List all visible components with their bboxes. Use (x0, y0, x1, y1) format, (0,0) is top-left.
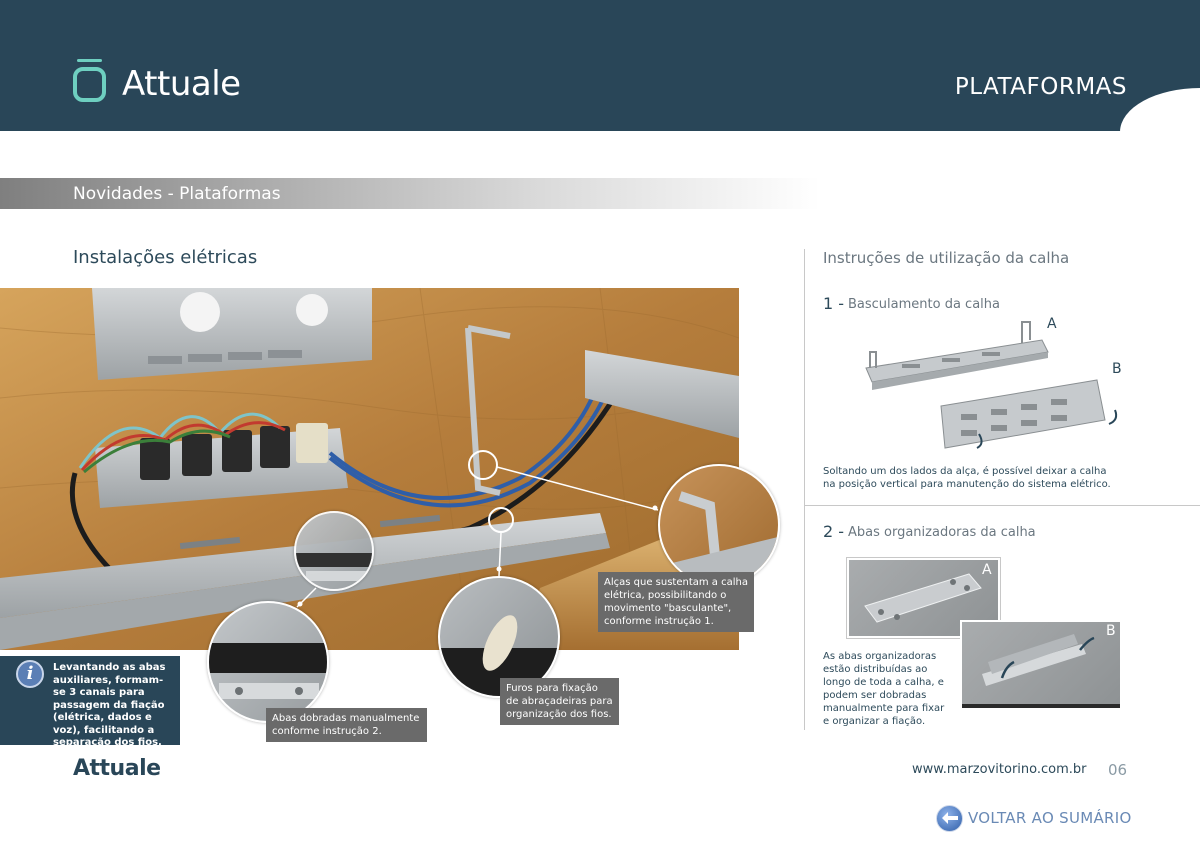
banner-title: Novidades - Plataformas (73, 184, 281, 204)
back-to-summary-label: VOLTAR AO SUMÁRIO (968, 809, 1132, 827)
arrow-left-icon (936, 805, 963, 832)
horizontal-divider (805, 505, 1200, 506)
step1-title: Basculamento da calha (848, 297, 1000, 312)
page-number: 06 (1108, 761, 1128, 779)
left-heading: Instalações elétricas (73, 247, 258, 268)
label-furos: Furos para fixação de abraçadeiras para organização dos fios. (500, 678, 619, 725)
step1-label-a: A (1047, 316, 1057, 332)
step1-number: 1 - (823, 294, 845, 313)
info-icon: i (16, 660, 44, 688)
brand-logo-text: Attuale (122, 64, 241, 104)
step2-label-a: A (982, 562, 992, 578)
step2-number: 2 - (823, 522, 845, 541)
step2-title: Abas organizadoras da calha (848, 525, 1036, 540)
tray-illustration-tilted (937, 376, 1127, 460)
label-abas: Abas dobradas manualmente conforme instrução 2. (266, 708, 427, 742)
right-heading: Instruções de utilização da calha (823, 249, 1070, 267)
section-title: PLATAFORMAS (954, 74, 1127, 100)
step2-caption: As abas organizadoras estão distribuídas ao longo de toda a calha, e podem ser dobradas manualmente para fixar e organizar a fiação. (823, 651, 945, 727)
step1-caption: Soltando um dos lados da alça, é possível deixar a calha na posição vertical para manutenção do sistema elétrico. (823, 466, 1111, 490)
footer-url-link[interactable]: www.marzovitorino.com.br (912, 762, 1087, 777)
label-alcas: Alças que sustentam a calha elétrica, possibilitando o movimento "basculante", conforme instrução 1. (598, 572, 754, 632)
step1-label-b: B (1112, 361, 1122, 377)
step2-label-b: B (1106, 623, 1116, 639)
back-to-summary-button[interactable] (936, 804, 1132, 832)
footer-brand: Attuale (73, 756, 161, 781)
info-text: Levantando as abas auxiliares, formam-se 3 canais para passagem da fiação (elétrica, dados e voz), facilitando a separação dos fios. (53, 662, 166, 748)
tab-photo-folded (960, 620, 1122, 710)
